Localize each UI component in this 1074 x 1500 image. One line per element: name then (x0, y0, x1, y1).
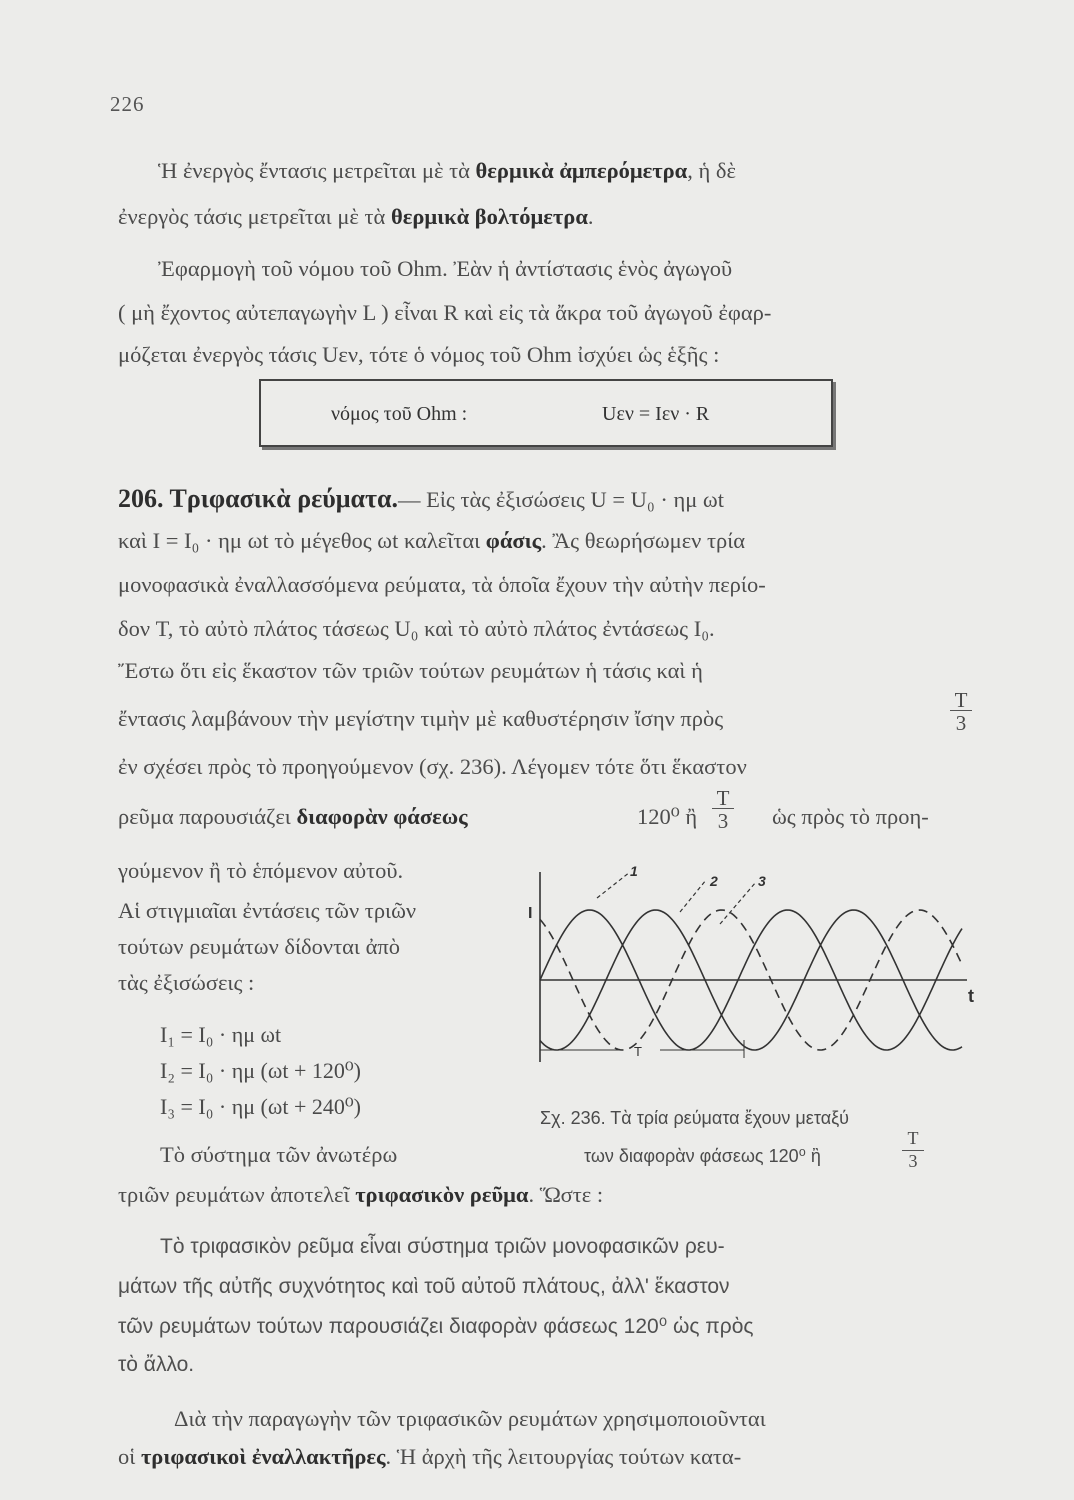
definition-line-1: Τὸ τριφασικὸν ρεῦμα εἶναι σύστημα τριῶν μονοφασικῶν ρευ- (160, 1235, 725, 1258)
caption-fraction (902, 1128, 924, 1172)
curve-label-3: 3 (758, 873, 766, 889)
three-phase-waveform-figure (522, 852, 982, 1082)
section-heading: 206. Τριφασικὰ ρεύματα. (118, 484, 398, 513)
section-206-line-9: γούμενον ἢ τὸ ἑπόμενον αὐτοῦ. (118, 858, 404, 883)
fraction-numerator: T (712, 786, 734, 809)
fraction-denominator: 3 (955, 711, 967, 735)
curve-label-1: 1 (630, 863, 638, 879)
paragraph-2-line-2: ( μὴ ἔχοντος αὐτεπαγωγὴν L ) εἶναι R καὶ εἰς τὰ ἄκρα τοῦ ἀγωγοῦ ἐφαρ- (118, 300, 772, 325)
text: τριῶν ρευμάτων ἀποτελεῖ (118, 1182, 356, 1207)
section-206-line-2 (118, 530, 745, 553)
leader-line-2 (680, 880, 706, 912)
text: ἐνεργὸς τάσις μετρεῖται μὲ τὰ (118, 204, 391, 229)
figure-caption-line-1: Σχ. 236. Τὰ τρία ρεύματα ἔχουν μεταξύ (540, 1108, 849, 1128)
equation-i2: I₂ = I₀ · ημ (ωt + 120⁰) (160, 1058, 361, 1083)
phase-angle: 120⁰ ἢ (637, 804, 698, 829)
section-206-line-4: δον T, τὸ αὐτὸ πλάτος τάσεως U₀ καὶ τὸ αὐτὸ πλάτος ἐντάσεως I₀. (118, 616, 715, 641)
period-label: T (634, 1044, 642, 1059)
y-axis-label: I (528, 905, 533, 922)
fraction-t-over-3-b (712, 786, 734, 834)
bold-term: φάσις (485, 528, 542, 553)
definition-line-3: τῶν ρευμάτων τούτων παρουσιάζει διαφορὰν φάσεως 120⁰ ὡς πρὸς (118, 1315, 754, 1338)
section-206-line-11: τούτων ρευμάτων δίδονται ἀπὸ (118, 934, 400, 959)
text: — Εἰς τὰς ἐξισώσεις U = U₀ · ημ ωt (398, 487, 724, 512)
text: Ἡ ἐνεργὸς ἔντασις μετρεῖται μὲ τὰ (158, 158, 476, 183)
text: . Ἡ ἀρχὴ τῆς λειτουργίας τούτων κατα- (385, 1444, 742, 1469)
definition-line-4: τὸ ἄλλο. (118, 1353, 195, 1376)
bold-term: τριφασικοὶ ἐναλλακτῆρες (140, 1444, 386, 1469)
after-equations-line-2 (118, 1184, 603, 1207)
ohm-law-label: νόμος τοῦ Ohm : (331, 403, 468, 425)
text: . Ὥστε : (528, 1182, 604, 1207)
text: . Ἂς θεωρήσωμεν τρία (541, 528, 746, 553)
last-paragraph-line-2 (118, 1446, 741, 1469)
section-206-line-7: ἐν σχέσει πρὸς τὸ προηγούμενον (σχ. 236). Λέγομεν τότε ὅτι ἕκαστον (118, 754, 747, 779)
last-paragraph-line-1: Διὰ τὴν παραγωγὴν τῶν τριφασικῶν ρευμάτων χρησιμοποιοῦνται (174, 1406, 766, 1431)
figure-caption-line-2: των διαφορὰν φάσεως 120⁰ ἢ (584, 1146, 821, 1166)
bold-term: διαφορὰν φάσεως (296, 804, 468, 829)
section-206-line-6: ἔντασις λαμβάνουν τὴν μεγίστην τιμὴν μὲ καθυστέρησιν ἴσην πρὸς (118, 706, 724, 731)
page-number: 226 (110, 92, 145, 116)
bold-term: θερμικὰ βολτόμετρα (390, 204, 588, 229)
text: καὶ I = I₀ · ημ ωt τὸ μέγεθος ωt καλεῖται (118, 528, 486, 553)
text: οἱ (118, 1444, 141, 1469)
definition-line-2: μάτων τῆς αὐτῆς συχνότητος καὶ τοῦ αὐτοῦ πλάτους, ἀλλ' ἕκαστον (118, 1275, 730, 1298)
section-206-line-12: τὰς ἐξισώσεις : (118, 970, 255, 995)
leader-line-1 (597, 872, 630, 898)
text: . (587, 204, 594, 229)
ohm-law-box (259, 379, 833, 447)
section-206-line-8-end: ὡς πρὸς τὸ προη- (772, 804, 929, 829)
paragraph-1-line-2 (118, 206, 594, 229)
text: ρεῦμα παρουσιάζει (118, 804, 297, 829)
text: , ἡ δὲ (687, 158, 736, 183)
section-206-line-5: Ἔστω ὅτι εἰς ἕκαστον τῶν τριῶν τούτων ρευμάτων ἡ τάσις καὶ ἡ (118, 658, 703, 683)
paragraph-2-line-3: μόζεται ἐνεργὸς τάσις Uεν, τότε ὁ νόμος τοῦ Ohm ἰσχύει ὡς ἑξῆς : (118, 342, 720, 367)
section-206-line-3: μονοφασικὰ ἐναλλασσόμενα ρεύματα, τὰ ὁποῖα ἔχουν τὴν αὐτὴν περίο- (118, 572, 766, 597)
section-206-line-1 (118, 486, 724, 512)
x-axis-label: t (968, 986, 974, 1006)
fraction-denominator: 3 (908, 1151, 918, 1171)
leader-line-3 (720, 882, 756, 924)
fraction-t-over-3 (950, 688, 972, 736)
fraction-numerator: T (950, 688, 972, 711)
equation-i1: I₁ = I₀ · ημ ωt (160, 1022, 282, 1047)
bold-term: θερμικὰ ἀμπερόμετρα (475, 158, 688, 183)
fraction-numerator: T (902, 1128, 924, 1151)
fraction-denominator: 3 (717, 809, 729, 833)
curve-label-2: 2 (710, 873, 718, 889)
after-equations-line-1: Τὸ σύστημα τῶν ἀνωτέρω (160, 1142, 398, 1167)
section-206-line-8 (118, 806, 468, 829)
equation-i3: I₃ = I₀ · ημ (ωt + 240⁰) (160, 1094, 361, 1119)
section-206-line-10: Αἱ στιγμιαῖαι ἐντάσεις τῶν τριῶν (118, 898, 417, 923)
bold-term: τριφασικὸν ρεῦμα (355, 1182, 529, 1207)
paragraph-2-line-1: Ἐφαρμογὴ τοῦ νόμου τοῦ Ohm. Ἐὰν ἡ ἀντίστασις ἑνὸς ἀγωγοῦ (158, 256, 733, 281)
ohm-law-formula: Uεν = Iεν · R (602, 403, 710, 425)
paragraph-1-line-1 (158, 160, 736, 183)
